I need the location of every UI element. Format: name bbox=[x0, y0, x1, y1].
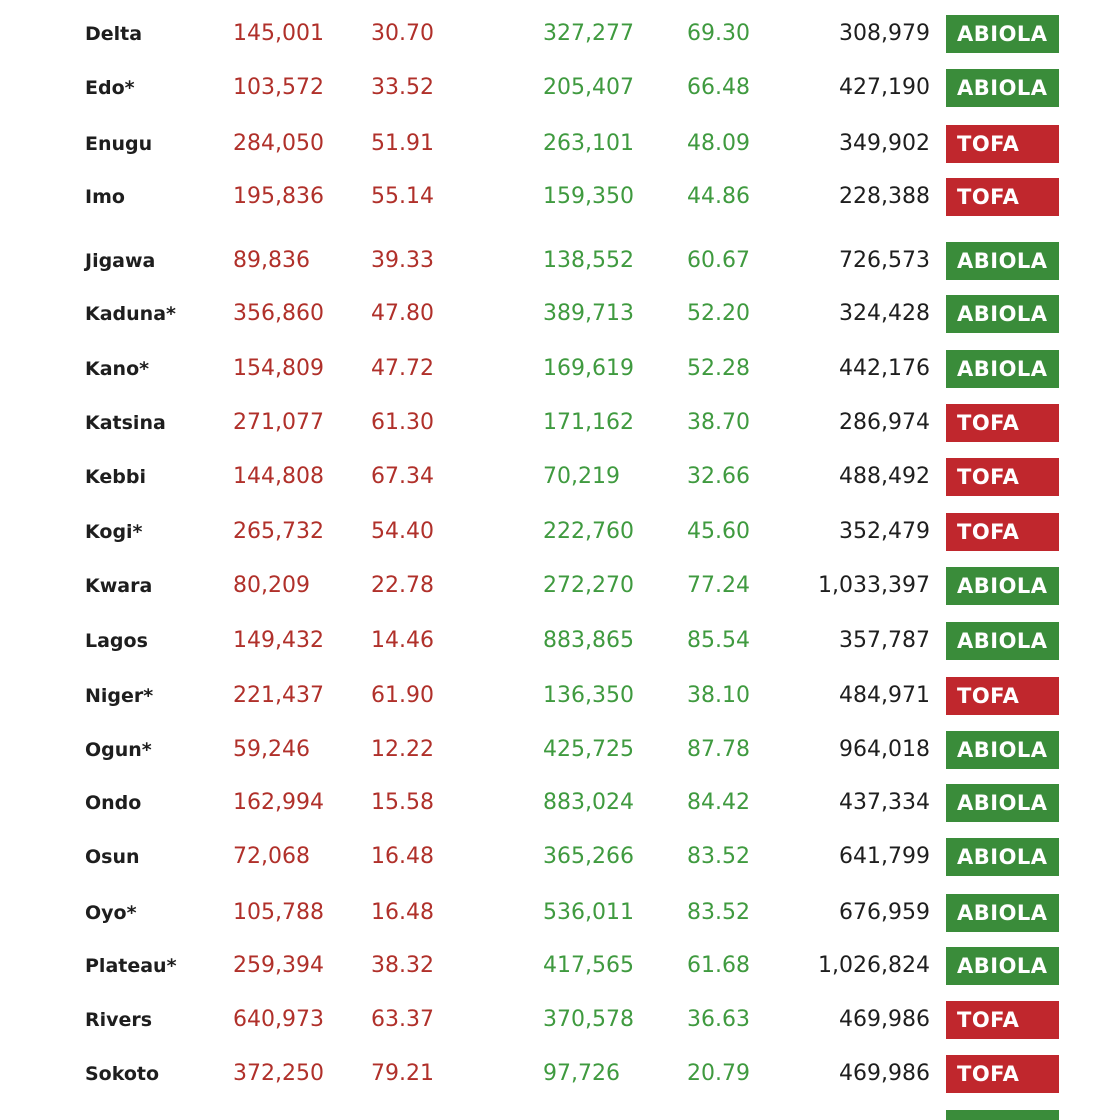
abiola-votes: 263,101 bbox=[543, 131, 634, 156]
abiola-votes: 883,024 bbox=[543, 790, 634, 815]
state-name: Plateau* bbox=[85, 955, 177, 977]
state-name: Ogun* bbox=[85, 739, 152, 761]
abiola-votes: 70,219 bbox=[543, 464, 620, 489]
abiola-percent: 85.54 bbox=[687, 628, 750, 653]
state-name: Kaduna* bbox=[85, 303, 176, 325]
abiola-percent: 32.66 bbox=[687, 464, 750, 489]
abiola-votes: 389,713 bbox=[543, 301, 634, 326]
total-votes: 484,971 bbox=[839, 683, 930, 708]
abiola-votes: 365,266 bbox=[543, 844, 634, 869]
total-votes: 641,799 bbox=[839, 844, 930, 869]
tofa-votes: 221,437 bbox=[233, 683, 324, 708]
state-name: Osun bbox=[85, 846, 140, 868]
abiola-percent: 60.67 bbox=[687, 248, 750, 273]
table-row bbox=[0, 512, 1120, 552]
abiola-votes: 327,277 bbox=[543, 21, 634, 46]
tofa-percent: 38.32 bbox=[371, 953, 434, 978]
tofa-votes: 89,836 bbox=[233, 248, 310, 273]
tofa-votes: 265,732 bbox=[233, 519, 324, 544]
winner-badge: ABIOLA bbox=[946, 947, 1059, 985]
abiola-percent: 61.68 bbox=[687, 953, 750, 978]
abiola-percent: 48.09 bbox=[687, 131, 750, 156]
state-name: Delta bbox=[85, 23, 143, 45]
table-row bbox=[0, 1054, 1120, 1094]
table-row bbox=[0, 783, 1120, 823]
winner-badge: ABIOLA bbox=[946, 784, 1059, 822]
tofa-percent: 12.22 bbox=[371, 737, 434, 762]
abiola-votes: 536,011 bbox=[543, 900, 634, 925]
table-row bbox=[0, 893, 1120, 933]
abiola-percent: 38.10 bbox=[687, 683, 750, 708]
state-name: Jigawa bbox=[85, 250, 156, 272]
tofa-votes: 72,068 bbox=[233, 844, 310, 869]
tofa-percent: 14.46 bbox=[371, 628, 434, 653]
tofa-percent: 54.40 bbox=[371, 519, 434, 544]
abiola-percent: 84.42 bbox=[687, 790, 750, 815]
state-name: Kebbi bbox=[85, 466, 146, 488]
abiola-votes: 417,565 bbox=[543, 953, 634, 978]
abiola-percent: 45.60 bbox=[687, 519, 750, 544]
total-votes: 488,492 bbox=[839, 464, 930, 489]
total-votes: 427,190 bbox=[839, 75, 930, 100]
table-row bbox=[0, 457, 1120, 497]
tofa-votes: 80,209 bbox=[233, 573, 310, 598]
table-row bbox=[0, 1000, 1120, 1040]
tofa-percent: 16.48 bbox=[371, 844, 434, 869]
winner-badge: TOFA bbox=[946, 513, 1059, 551]
table-row bbox=[0, 676, 1120, 716]
table-row bbox=[0, 621, 1120, 661]
winner-badge: ABIOLA bbox=[946, 622, 1059, 660]
winner-badge: ABIOLA bbox=[946, 69, 1059, 107]
winner-badge: ABIOLA bbox=[946, 295, 1059, 333]
table-row bbox=[0, 837, 1120, 877]
winner-badge: ABIOLA bbox=[946, 894, 1059, 932]
abiola-percent: 69.30 bbox=[687, 21, 750, 46]
tofa-percent: 47.80 bbox=[371, 301, 434, 326]
abiola-votes: 222,760 bbox=[543, 519, 634, 544]
tofa-percent: 55.14 bbox=[371, 184, 434, 209]
abiola-votes: 169,619 bbox=[543, 356, 634, 381]
winner-badge: TOFA bbox=[946, 404, 1059, 442]
state-name: Oyo* bbox=[85, 902, 137, 924]
tofa-percent: 39.33 bbox=[371, 248, 434, 273]
tofa-votes: 105,788 bbox=[233, 900, 324, 925]
table-row bbox=[0, 403, 1120, 443]
abiola-votes: 136,350 bbox=[543, 683, 634, 708]
tofa-votes: 195,836 bbox=[233, 184, 324, 209]
abiola-percent: 83.52 bbox=[687, 900, 750, 925]
tofa-votes: 145,001 bbox=[233, 21, 324, 46]
state-name: Kano* bbox=[85, 358, 150, 380]
tofa-votes: 103,572 bbox=[233, 75, 324, 100]
table-row bbox=[0, 294, 1120, 334]
tofa-votes: 640,973 bbox=[233, 1007, 324, 1032]
winner-badge: ABIOLA bbox=[946, 567, 1059, 605]
tofa-percent: 33.52 bbox=[371, 75, 434, 100]
abiola-percent: 44.86 bbox=[687, 184, 750, 209]
tofa-votes: 59,246 bbox=[233, 737, 310, 762]
state-name: Kogi* bbox=[85, 521, 143, 543]
abiola-votes: 425,725 bbox=[543, 737, 634, 762]
abiola-votes: 272,270 bbox=[543, 573, 634, 598]
total-votes: 357,787 bbox=[839, 628, 930, 653]
winner-badge: ABIOLA bbox=[946, 350, 1059, 388]
abiola-percent: 52.28 bbox=[687, 356, 750, 381]
total-votes: 676,959 bbox=[839, 900, 930, 925]
state-name: Sokoto bbox=[85, 1063, 160, 1085]
abiola-votes: 159,350 bbox=[543, 184, 634, 209]
abiola-percent: 20.79 bbox=[687, 1061, 750, 1086]
state-name: Rivers bbox=[85, 1009, 153, 1031]
abiola-votes: 205,407 bbox=[543, 75, 634, 100]
abiola-percent: 87.78 bbox=[687, 737, 750, 762]
abiola-votes: 370,578 bbox=[543, 1007, 634, 1032]
abiola-percent: 36.63 bbox=[687, 1007, 750, 1032]
tofa-percent: 22.78 bbox=[371, 573, 434, 598]
tofa-votes: 162,994 bbox=[233, 790, 324, 815]
total-votes: 352,479 bbox=[839, 519, 930, 544]
winner-badge: ABIOLA bbox=[946, 838, 1059, 876]
abiola-percent: 38.70 bbox=[687, 410, 750, 435]
winner-badge: TOFA bbox=[946, 1055, 1059, 1093]
winner-badge: TOFA bbox=[946, 1001, 1059, 1039]
tofa-percent: 79.21 bbox=[371, 1061, 434, 1086]
abiola-votes: 97,726 bbox=[543, 1061, 620, 1086]
tofa-votes: 149,432 bbox=[233, 628, 324, 653]
tofa-percent: 16.48 bbox=[371, 900, 434, 925]
tofa-percent: 30.70 bbox=[371, 21, 434, 46]
tofa-votes: 144,808 bbox=[233, 464, 324, 489]
partial-row-cut-off bbox=[0, 1106, 1120, 1120]
table-row bbox=[0, 946, 1120, 986]
total-votes: 442,176 bbox=[839, 356, 930, 381]
abiola-percent: 77.24 bbox=[687, 573, 750, 598]
tofa-percent: 15.58 bbox=[371, 790, 434, 815]
abiola-votes: 138,552 bbox=[543, 248, 634, 273]
abiola-percent: 66.48 bbox=[687, 75, 750, 100]
total-votes: 308,979 bbox=[839, 21, 930, 46]
state-name: Lagos bbox=[85, 630, 148, 652]
table-row bbox=[0, 177, 1120, 217]
table-row bbox=[0, 124, 1120, 164]
table-row bbox=[0, 566, 1120, 606]
state-name: Enugu bbox=[85, 133, 153, 155]
abiola-percent: 83.52 bbox=[687, 844, 750, 869]
total-votes: 324,428 bbox=[839, 301, 930, 326]
tofa-votes: 259,394 bbox=[233, 953, 324, 978]
abiola-votes: 171,162 bbox=[543, 410, 634, 435]
winner-badge: TOFA bbox=[946, 677, 1059, 715]
total-votes: 437,334 bbox=[839, 790, 930, 815]
abiola-votes: 883,865 bbox=[543, 628, 634, 653]
total-votes: 964,018 bbox=[839, 737, 930, 762]
total-votes: 1,026,824 bbox=[818, 953, 930, 978]
tofa-votes: 356,860 bbox=[233, 301, 324, 326]
tofa-percent: 61.90 bbox=[371, 683, 434, 708]
total-votes: 286,974 bbox=[839, 410, 930, 435]
total-votes: 726,573 bbox=[839, 248, 930, 273]
winner-badge: ABIOLA bbox=[946, 242, 1059, 280]
table-row bbox=[0, 349, 1120, 389]
table-row bbox=[0, 241, 1120, 281]
tofa-votes: 284,050 bbox=[233, 131, 324, 156]
tofa-percent: 63.37 bbox=[371, 1007, 434, 1032]
state-name: Niger* bbox=[85, 685, 154, 707]
total-votes: 469,986 bbox=[839, 1061, 930, 1086]
tofa-votes: 271,077 bbox=[233, 410, 324, 435]
state-name: Katsina bbox=[85, 412, 166, 434]
table-row bbox=[0, 730, 1120, 770]
state-name: Ondo bbox=[85, 792, 142, 814]
partial-winner-badge-fragment bbox=[946, 1110, 1059, 1120]
state-name: Edo* bbox=[85, 77, 135, 99]
winner-badge: TOFA bbox=[946, 125, 1059, 163]
table-row bbox=[0, 68, 1120, 108]
winner-badge: TOFA bbox=[946, 458, 1059, 496]
total-votes: 469,986 bbox=[839, 1007, 930, 1032]
tofa-percent: 47.72 bbox=[371, 356, 434, 381]
tofa-votes: 372,250 bbox=[233, 1061, 324, 1086]
total-votes: 349,902 bbox=[839, 131, 930, 156]
total-votes: 228,388 bbox=[839, 184, 930, 209]
state-name: Imo bbox=[85, 186, 125, 208]
winner-badge: ABIOLA bbox=[946, 15, 1059, 53]
total-votes: 1,033,397 bbox=[818, 573, 930, 598]
tofa-votes: 154,809 bbox=[233, 356, 324, 381]
tofa-percent: 51.91 bbox=[371, 131, 434, 156]
abiola-percent: 52.20 bbox=[687, 301, 750, 326]
state-name: Kwara bbox=[85, 575, 153, 597]
tofa-percent: 61.30 bbox=[371, 410, 434, 435]
tofa-percent: 67.34 bbox=[371, 464, 434, 489]
winner-badge: ABIOLA bbox=[946, 731, 1059, 769]
table-row bbox=[0, 14, 1120, 54]
winner-badge: TOFA bbox=[946, 178, 1059, 216]
